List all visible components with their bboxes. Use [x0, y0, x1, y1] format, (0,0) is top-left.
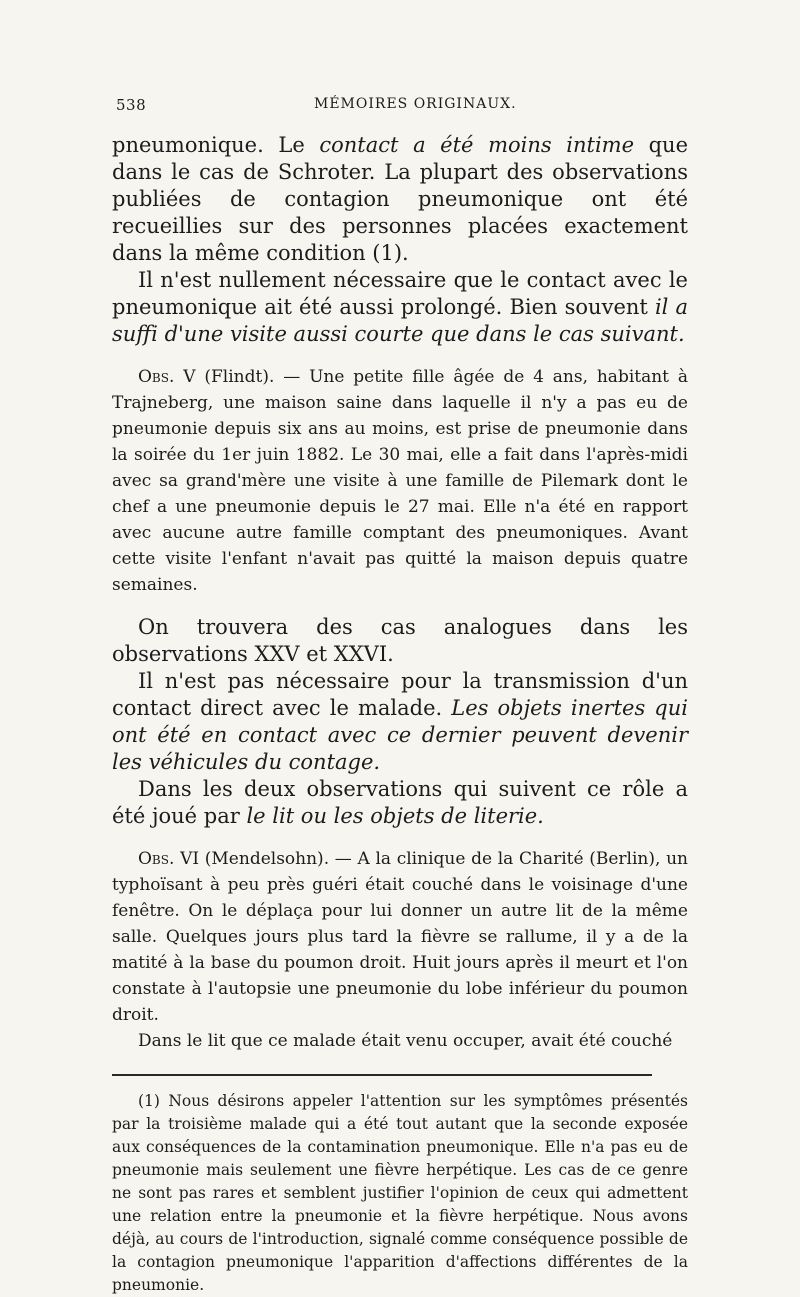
paragraph-3: On trouvera des cas analogues dans les observations XXV et XXVI.	[112, 615, 688, 666]
running-title: MÉMOIRES ORIGINAUX.	[314, 96, 517, 112]
running-header	[112, 96, 688, 120]
obs-label: Obs. V	[138, 367, 196, 387]
paragraph-5: Dans les deux observations qui suivent ce rôle a été joué par le lit ou les objets de literie.	[112, 777, 688, 828]
observation-5: Obs. V (Flindt). — Une petite fille âgée de 4 ans, habitant à Trajneberg, une maison saine dans laquelle il n'y a pas eu de pneumonie depuis six ans au moins, est prise de pneumonie dans la soirée du 1er juin 1882. Le 30 mai, elle a fait dans l'après-midi avec sa grand'mère une visite à une famille de Pilemark dont le chef a une pneumonie depuis le 27 mai. Elle n'a été en rapport avec aucune autre famille comptant des pneumoniques. Avant cette visite l'enfant n'avait pas quitté la maison depuis quatre semaines.	[112, 367, 688, 595]
book-page	[112, 96, 688, 1297]
paragraph-1: pneumonique. Le contact a été moins intime que dans le cas de Schroter. La plupart des observations publiées de contagion pneumonique ont été recueillies sur des personnes placées exactement dans la même condition (1).	[112, 133, 688, 265]
main-text	[112, 132, 688, 348]
page-number: 538	[116, 96, 147, 114]
footnote: (1) Nous désirons appeler l'attention sur les symptômes présentés par la troisième malade qui a été tout autant que la seconde exposée aux conséquences de la contamination pneumonique. Elle n'a pas eu de pneumonie mais seulement une fièvre herpétique. Les cas de ce genre ne sont pas rares et semblent justifier l'opinion de ceux qui admettent une relation entre la pneumonie et la fièvre herpétique. Nous avons déjà, au cours de l'introduction, signalé comme conséquence possible de la contagion pneumonique l'apparition d'affections différentes de la pneumonie.	[112, 1092, 688, 1294]
observation-6: Obs. VI (Mendelsohn). — A la clinique de la Charité (Berlin), un typhoïsant à peu près guéri était couché dans le voisinage d'une fenêtre. On le déplaça pour lui donner un autre lit de la même salle. Quelques jours plus tard la fièvre se rallume, il y a de la matité à la base du poumon droit. Huit jours après il meurt et l'on constate à l'autopsie une pneumonie du lobe inférieur du poumon droit. Dans le lit que ce malade était venu occuper, avait été couché	[112, 849, 689, 1051]
paragraph-2: Il n'est nullement nécessaire que le contact avec le pneumonique ait été aussi prolongé. Bien souvent il a suffi d'une visite aussi courte que dans le cas suivant.	[112, 268, 688, 346]
main-text-2	[112, 614, 688, 830]
paragraph-4: Il n'est pas nécessaire pour la transmission d'un contact direct avec le malade. Les objets inertes qui ont été en contact avec ce dernier peuvent devenir les véhicules du contage.	[112, 669, 688, 774]
obs-label: Obs. VI	[138, 849, 200, 869]
footnote-rule	[112, 1074, 652, 1076]
